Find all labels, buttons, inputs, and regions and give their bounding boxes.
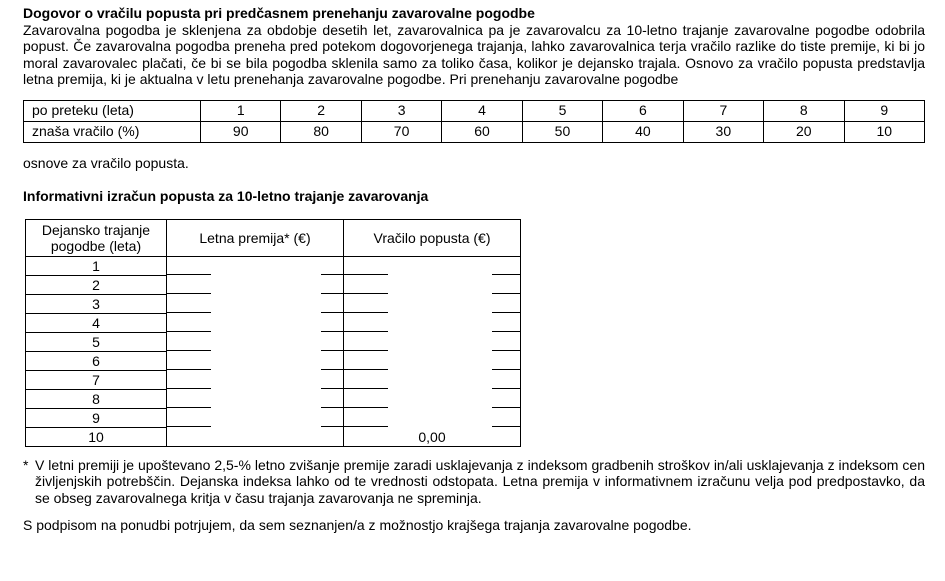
- header-duration: Dejansko trajanje pogodbe (leta): [26, 219, 167, 256]
- calc-row: [26, 427, 521, 446]
- refund-rates-table: [23, 100, 925, 143]
- duration-cell: 1: [26, 256, 167, 275]
- premium-cell: [167, 408, 344, 427]
- duration-cell: 10: [26, 427, 167, 446]
- years-row-label: po preteku (leta): [24, 100, 201, 121]
- percent-cell: 30: [683, 121, 763, 142]
- percent-row: [24, 121, 925, 142]
- calc-title: Informativni izračun popusta za 10-letno trajanje zavarovanja: [23, 188, 429, 204]
- header-refund: Vračilo popusta (€): [344, 219, 521, 256]
- percent-cell: 90: [201, 121, 281, 142]
- calc-row: [26, 313, 521, 332]
- footnote-marker: *: [23, 456, 29, 473]
- calc-row: [26, 389, 521, 408]
- refund-cell: 0,00: [344, 427, 521, 446]
- calc-row: [26, 408, 521, 427]
- document-title: Dogovor o vračilu popusta pri predčasnem prenehanju zavarovalne pogodbe: [23, 5, 535, 21]
- premium-cell: [167, 332, 344, 351]
- year-cell: 1: [201, 100, 281, 121]
- footnote-text: V letni premiji je upoštevano 2,5-% letno zvišanje premije zaradi usklajevanja z indeksom gradbenih stroškov in/ali usklajevanja z indeksom cen življenjskih potrebščin. Dejanska indeksa lahko od te vrednosti odstopata. Letna premija v informativnem izračunu velja pod predpostavko, da se obseg zavarovalnega kritja v času trajanja zavarovanja ne spreminja.: [35, 456, 925, 506]
- header-annual-premium: Letna premija* (€): [167, 219, 344, 256]
- year-cell: 4: [442, 100, 522, 121]
- premium-cell: [167, 370, 344, 389]
- calc-row: [26, 332, 521, 351]
- duration-cell: 2: [26, 275, 167, 294]
- years-row: [24, 100, 925, 121]
- calc-row: [26, 370, 521, 389]
- refund-cell: [344, 370, 521, 389]
- premium-cell: [167, 256, 344, 275]
- duration-cell: 6: [26, 351, 167, 370]
- percent-cell: 50: [522, 121, 602, 142]
- duration-cell: 4: [26, 313, 167, 332]
- year-cell: 2: [281, 100, 361, 121]
- duration-cell: 5: [26, 332, 167, 351]
- year-cell: 7: [683, 100, 763, 121]
- duration-cell: 9: [26, 408, 167, 427]
- calc-header-row: [26, 219, 521, 256]
- refund-cell: [344, 408, 521, 427]
- basis-text: osnove za vračilo popusta.: [23, 154, 189, 171]
- year-cell: 9: [844, 100, 925, 121]
- percent-cell: 20: [764, 121, 844, 142]
- premium-cell: [167, 351, 344, 370]
- percent-cell: 40: [603, 121, 683, 142]
- duration-cell: 7: [26, 370, 167, 389]
- calc-row: [26, 351, 521, 370]
- signature-statement: S podpisom na ponudbi potrjujem, da sem seznanjen/a z možnostjo krajšega trajanja zavarovalne pogodbe.: [23, 517, 692, 533]
- refund-cell: [344, 256, 521, 275]
- premium-cell: [167, 389, 344, 408]
- percent-cell: 80: [281, 121, 361, 142]
- refund-cell: [344, 389, 521, 408]
- refund-cell: [344, 351, 521, 370]
- document-page: [23, 5, 925, 534]
- refund-cell: [344, 294, 521, 313]
- year-cell: 5: [522, 100, 602, 121]
- duration-cell: 3: [26, 294, 167, 313]
- refund-cell: [344, 332, 521, 351]
- percent-cell: 70: [361, 121, 441, 142]
- intro-paragraph: Zavarovalna pogodba je sklenjena za obdobje desetih let, zavarovalnica pa je zavarovalcu za 10-letno trajanje zavarovalne pogodbe odobrila popust. Če zavarovalna pogodba preneha pred potekom dogovorjenega trajanja, lahko zavarovalnica terja vračilo razlike do tiste premije, ki bi jo moral zavarovalec plačati, če bi se bila pogodba sklenila samo za toliko časa, kolikor je dejansko trajala. Osnovo za vračilo popusta predstavlja letna premija, ki je aktualna v letu prenehanja zavarovalne pogodbe. Pri prenehanju zavarovalne pogodbe: [23, 21, 925, 87]
- percent-row-label: znaša vračilo (%): [24, 121, 201, 142]
- year-cell: 3: [361, 100, 441, 121]
- calculation-table: [25, 219, 521, 447]
- percent-cell: 60: [442, 121, 522, 142]
- refund-cell: [344, 275, 521, 294]
- duration-cell: 8: [26, 389, 167, 408]
- premium-cell: [167, 275, 344, 294]
- premium-cell: [167, 294, 344, 313]
- footnote: [23, 457, 925, 507]
- calc-row: [26, 256, 521, 275]
- premium-cell: [167, 427, 344, 446]
- calc-row: [26, 294, 521, 313]
- premium-cell: [167, 313, 344, 332]
- percent-cell: 10: [844, 121, 925, 142]
- year-cell: 6: [603, 100, 683, 121]
- refund-cell: [344, 313, 521, 332]
- year-cell: 8: [764, 100, 844, 121]
- calc-row: [26, 275, 521, 294]
